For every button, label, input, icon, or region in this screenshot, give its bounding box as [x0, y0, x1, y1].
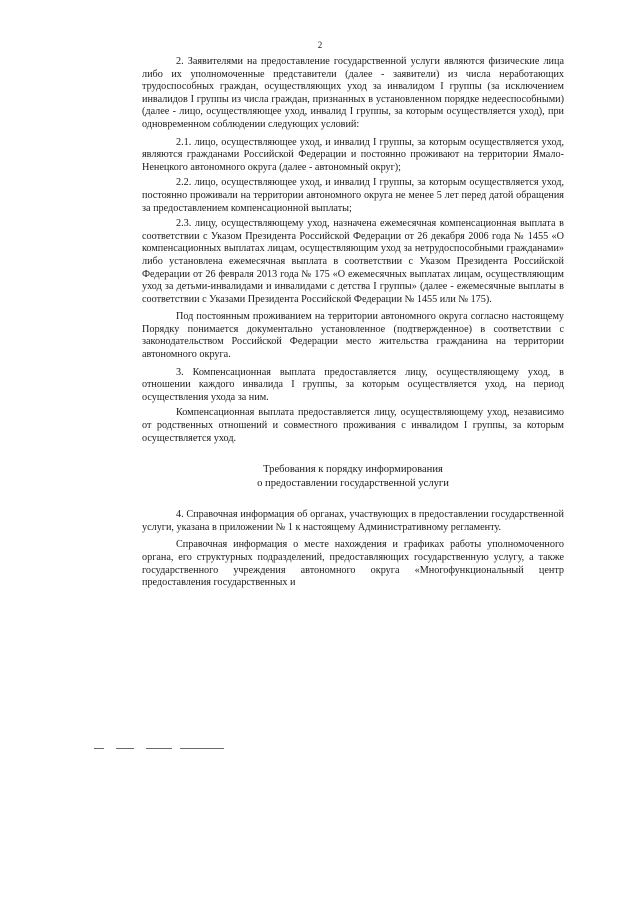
paragraph-condition-2-2: 2.2. лицо, осуществляющее уход, и инвалид I группы, за которым осуществляется уход, постоянно проживали на территории автономного округа не менее 5 лет перед датой обращения за предоставлением компенсационной выплаты; [142, 177, 564, 214]
section-heading-line-2: о предоставлении государственной услуги [257, 478, 449, 490]
document-body [142, 56, 564, 595]
paragraph-payment-regardless: Компенсационная выплата предоставляется лицу, осуществляющему уход, независимо от родственных отношений и совместного проживания с инвалидом I группы, за которым осуществляется уход. [142, 407, 564, 444]
paragraph-residence-definition: Под постоянным проживанием на территории автономного округа согласно настоящему Порядку понимается документально установленное (подтвержденное) в соответствии с законодательством Российской Федерации место жительства гражданина на территории автономного округа. [142, 311, 564, 361]
paragraph-location-schedule: Справочная информация о месте нахождения и графиках работы уполномоченного органа, его структурных подразделений, предоставляющих государственную услугу, а также государственного учреждения автономного округа «Многофункциональный центр предоставления государственных и [142, 539, 564, 589]
page-number: 2 [317, 40, 323, 50]
section-heading-line-1: Требования к порядку информирования [263, 464, 443, 476]
scan-artifact-line [94, 748, 224, 750]
paragraph-payment-per-invalid: 3. Компенсационная выплата предоставляется лицу, осуществляющему уход, в отношении каждого инвалида I группы, за которым осуществляется уход, на период осуществления ухода за ним. [142, 366, 564, 403]
section-heading [142, 463, 564, 491]
paragraph-reference-info: 4. Справочная информация об органах, участвующих в предоставлении государственной услуги, указана в приложении № 1 к настоящему Административному регламенту. [142, 509, 564, 533]
paragraph-condition-2-3: 2.3. лицу, осуществляющему уход, назначена ежемесячная компенсационная выплата в соответствии с Указом Президента Российской Федерации от 26 декабря 2006 года № 1455 «О компенсационных выплатах лицам, осуществляющим уход за нетрудоспособными гражданами» либо установлена ежемесячная выплата в соответствии с Указом Президента Российской Федерации от 26 февраля 2013 года № 175 «О ежемесячных выплатах лицам, осуществляющим уход за детьми-инвалидами и инвалидами с детства I группы» (далее - ежемесячные выплаты в соответствии с Указами Президента Российской Федерации № 1455 или № 175). [142, 218, 564, 305]
paragraph-applicants: 2. Заявителями на предоставление государственной услуги являются физические лица либо их уполномоченные представители (далее - заявители) из числа неработающих трудоспособных граждан, осуществляющих уход за инвалидом I группы (за исключением инвалидов I группы из числа граждан, признанных в установленном порядке недееспособными) (далее - лицо, осуществляющее уход, инвалид I группы, за которым осуществляется уход), при одновременном соблюдении следующих условий: [142, 56, 564, 130]
paragraph-condition-2-1: 2.1. лицо, осуществляющее уход, и инвалид I группы, за которым осуществляется уход, являются гражданами Российской Федерации и постоянно проживают на территории Ямало-Ненецкого автономного округа (далее - автономный округ); [142, 136, 564, 173]
